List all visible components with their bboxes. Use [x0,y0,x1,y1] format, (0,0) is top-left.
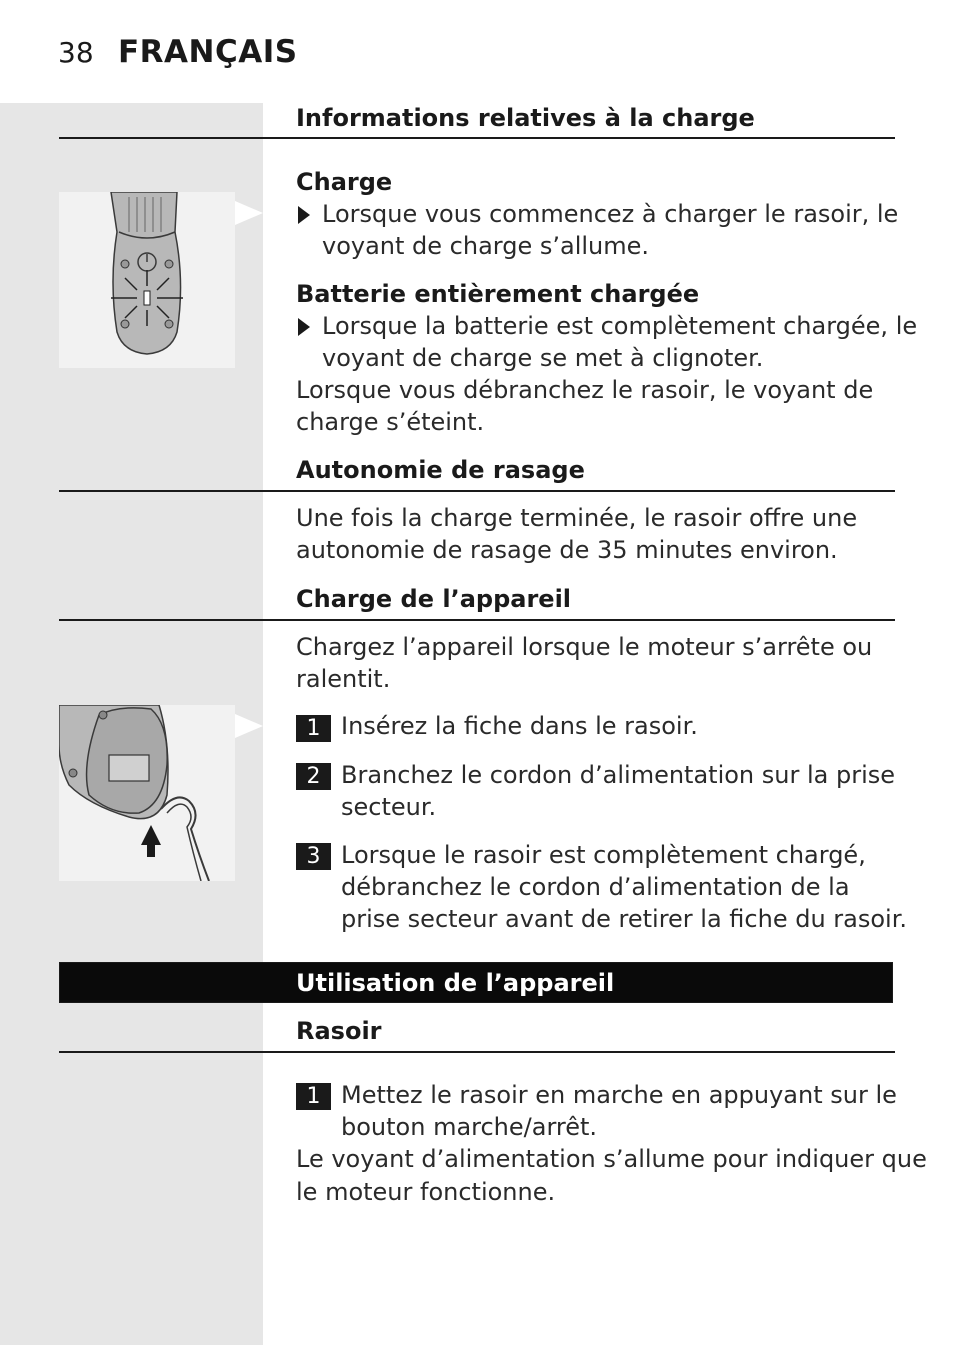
heading-battery-full: Batterie entièrement chargée [296,280,700,308]
shaver-plug-insert-illustration [59,705,235,881]
step-3-line-1: Lorsque le rasoir est complètement chargé, [341,841,866,869]
figure-charging-light [59,192,235,368]
heading-charge: Charge [296,168,393,196]
section-rule [59,490,895,492]
step-3-line-2: débranchez le cordon d’alimentation de la [341,873,850,901]
triangle-bullet-icon [298,318,310,336]
step-number-2: 2 [296,763,331,790]
section-rule [59,619,895,621]
charging-intro-line-1: Chargez l’appareil lorsque le moteur s’arrête ou [296,633,873,661]
charge-bullet-line-1: Lorsque vous commencez à charger le rasoir, le [322,200,899,228]
triangle-bullet-icon [298,206,310,224]
step-3-line-3: prise secteur avant de retirer la fiche du rasoir. [341,905,908,933]
heading-shaver: Rasoir [296,1017,382,1045]
step-number-1: 1 [296,1083,331,1110]
full-bullet-line-2: voyant de charge se met à clignoter. [322,344,764,372]
page-number: 38 [58,36,94,69]
figure-pointer [235,714,263,738]
full-note-line-1: Lorsque vous débranchez le rasoir, le voyant de [296,376,874,404]
autonomy-line-2: autonomie de rasage de 35 minutes environ. [296,536,838,564]
usage-step-1-line-2: bouton marche/arrêt. [341,1113,598,1141]
step-number-1: 1 [296,715,331,742]
figure-plug-insert [59,705,235,881]
usage-note-line-1: Le voyant d’alimentation s’allume pour indiquer que [296,1145,927,1173]
full-bullet-line-1: Lorsque la batterie est complètement chargée, le [322,312,918,340]
section-title-autonomy: Autonomie de rasage [296,456,585,484]
section-title-charging: Charge de l’appareil [296,585,572,613]
language-heading: FRANÇAIS [118,34,298,70]
figure-pointer [235,201,263,225]
usage-note-line-2: le moteur fonctionne. [296,1178,556,1206]
usage-step-1-line-1: Mettez le rasoir en marche en appuyant sur le [341,1081,897,1109]
section-rule [59,137,895,139]
step-2-line-2: secteur. [341,793,437,821]
charge-bullet-line-2: voyant de charge s’allume. [322,232,650,260]
section-title-usage: Utilisation de l’appareil [296,969,615,997]
full-note-line-2: charge s’éteint. [296,408,485,436]
shaver-charge-light-illustration [59,192,235,368]
step-number-3: 3 [296,843,331,870]
autonomy-line-1: Une fois la charge terminée, le rasoir offre une [296,504,858,532]
step-1-line-1: Insérez la fiche dans le rasoir. [341,712,698,740]
step-2-line-1: Branchez le cordon d’alimentation sur la prise [341,761,896,789]
section-rule [59,1051,895,1053]
charging-intro-line-2: ralentit. [296,665,391,693]
section-title-charge-info: Informations relatives à la charge [296,104,755,132]
